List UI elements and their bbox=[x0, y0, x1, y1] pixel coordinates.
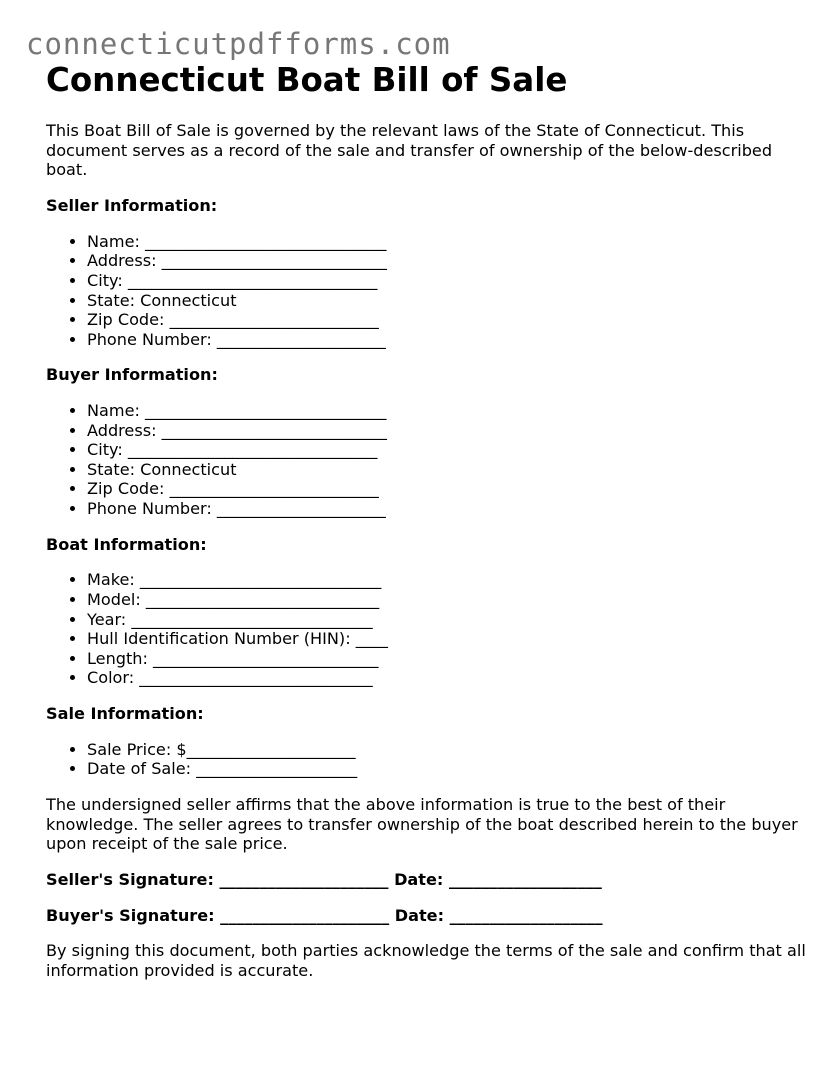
seller-name-field: • Name: ______________________________ bbox=[87, 232, 806, 252]
buyer-city-field: • City: _______________________________ bbox=[87, 440, 806, 460]
affirmation-paragraph: The undersigned seller affirms that the above information is true to the best of their knowledge. The seller agrees to transfer ownership of the boat described herein to the buyer upon receipt of the sale price. bbox=[46, 794, 798, 854]
buyer-state-field: • State: Connecticut bbox=[87, 460, 806, 480]
buyer-signature-line: Buyer's Signature: _____________________ Date: ___________________ bbox=[46, 905, 603, 925]
seller-list bbox=[46, 232, 806, 350]
buyer-name-field: • Name: ______________________________ bbox=[87, 401, 806, 421]
sale-heading: Sale Information: bbox=[46, 703, 204, 723]
boat-length-field: • Length: ____________________________ bbox=[87, 649, 806, 669]
buyer-list bbox=[46, 401, 806, 519]
seller-signature-line: Seller's Signature: _____________________ Date: ___________________ bbox=[46, 869, 602, 889]
buyer-address-field: • Address: ____________________________ bbox=[87, 421, 806, 441]
sale-date-field: • Date of Sale: ____________________ bbox=[87, 759, 806, 779]
seller-phone-field: • Phone Number: _____________________ bbox=[87, 330, 806, 350]
boat-model-field: • Model: _____________________________ bbox=[87, 590, 806, 610]
sale-list bbox=[46, 740, 806, 779]
intro-paragraph: This Boat Bill of Sale is governed by the relevant laws of the State of Connecticut. This document serves as a record of the sale and transfer of ownership of the below-described boat. bbox=[46, 121, 773, 180]
seller-address-field: • Address: ____________________________ bbox=[87, 251, 806, 271]
seller-heading: Seller Information: bbox=[46, 196, 218, 216]
document-page bbox=[46, 58, 806, 981]
seller-state-field: • State: Connecticut bbox=[87, 291, 806, 311]
boat-heading: Boat Information: bbox=[46, 534, 207, 554]
boat-color-field: • Color: _____________________________ bbox=[87, 668, 806, 688]
boat-list bbox=[46, 570, 806, 688]
seller-city-field: • City: _______________________________ bbox=[87, 271, 806, 291]
buyer-phone-field: • Phone Number: _____________________ bbox=[87, 499, 806, 519]
buyer-heading: Buyer Information: bbox=[46, 365, 218, 385]
boat-make-field: • Make: ______________________________ bbox=[87, 570, 806, 590]
document-title: Connecticut Boat Bill of Sale bbox=[46, 61, 568, 99]
watermark-text: connecticutpdfforms.com bbox=[26, 27, 451, 61]
buyer-zip-field: • Zip Code: __________________________ bbox=[87, 479, 806, 499]
sale-price-field: • Sale Price: $_____________________ bbox=[87, 740, 806, 760]
seller-zip-field: • Zip Code: __________________________ bbox=[87, 310, 806, 330]
boat-hin-field: • Hull Identification Number (HIN): ____ bbox=[87, 629, 806, 649]
closing-paragraph: By signing this document, both parties acknowledge the terms of the sale and confirm that all information provided is accurate. bbox=[46, 941, 806, 981]
boat-year-field: • Year: ______________________________ bbox=[87, 610, 806, 630]
